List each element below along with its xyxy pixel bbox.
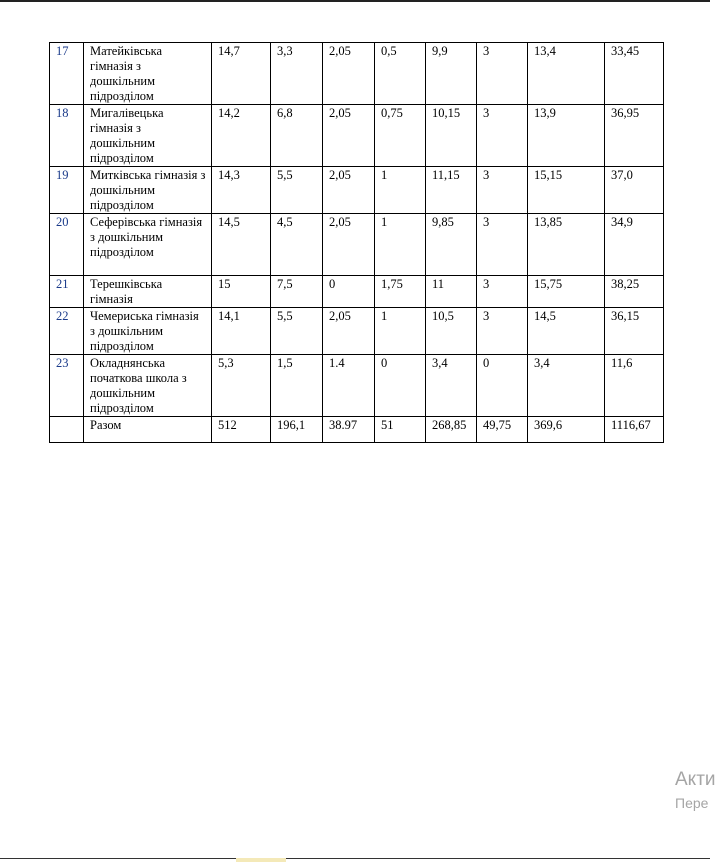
value-cell-2: 5,5 (271, 308, 323, 355)
data-table (49, 42, 664, 443)
value-cell-5: 3,4 (426, 355, 477, 417)
table-row (50, 276, 664, 308)
school-name: Терешківська гімназія (84, 276, 212, 308)
bottom-border (0, 858, 710, 859)
value-cell-1: 5,3 (212, 355, 271, 417)
value-cell-4: 51 (375, 417, 426, 443)
activation-watermark (675, 768, 716, 812)
value-cell-2: 1,5 (271, 355, 323, 417)
school-name: Окладнянська початкова школа з дошкільним підрозділом (84, 355, 212, 417)
row-number: 22 (50, 308, 84, 355)
value-cell-8: 11,6 (605, 355, 664, 417)
value-cell-2: 6,8 (271, 105, 323, 167)
table-row (50, 308, 664, 355)
school-name: Разом (84, 417, 212, 443)
value-cell-6: 3 (477, 43, 528, 105)
value-cell-5: 11,15 (426, 167, 477, 214)
total-row (50, 417, 664, 443)
table-row (50, 43, 664, 105)
value-cell-7: 15,15 (528, 167, 605, 214)
value-cell-3: 1.4 (323, 355, 375, 417)
value-cell-7: 15,75 (528, 276, 605, 308)
value-cell-1: 14,3 (212, 167, 271, 214)
value-cell-6: 0 (477, 355, 528, 417)
table-row (50, 167, 664, 214)
table-row (50, 355, 664, 417)
value-cell-4: 1 (375, 167, 426, 214)
value-cell-6: 3 (477, 308, 528, 355)
value-cell-5: 268,85 (426, 417, 477, 443)
value-cell-1: 14,1 (212, 308, 271, 355)
value-cell-3: 2,05 (323, 214, 375, 276)
value-cell-4: 1 (375, 214, 426, 276)
value-cell-3: 2,05 (323, 167, 375, 214)
row-number: 23 (50, 355, 84, 417)
school-name: Матейківська гімназія з дошкільним підрозділом (84, 43, 212, 105)
value-cell-1: 15 (212, 276, 271, 308)
value-cell-5: 10,15 (426, 105, 477, 167)
value-cell-8: 36,95 (605, 105, 664, 167)
value-cell-3: 38.97 (323, 417, 375, 443)
value-cell-6: 3 (477, 276, 528, 308)
value-cell-4: 1,75 (375, 276, 426, 308)
top-border (0, 0, 710, 2)
value-cell-1: 14,2 (212, 105, 271, 167)
value-cell-2: 3,3 (271, 43, 323, 105)
value-cell-1: 14,5 (212, 214, 271, 276)
school-name: Митківська гімназія з дошкільним підрозділом (84, 167, 212, 214)
bottom-tab-highlight (236, 858, 286, 862)
value-cell-7: 14,5 (528, 308, 605, 355)
value-cell-8: 34,9 (605, 214, 664, 276)
school-name: Чемериська гімназія з дошкільним підрозділом (84, 308, 212, 355)
value-cell-7: 13,85 (528, 214, 605, 276)
school-name: Сеферівська гімназія з дошкільним підрозділом (84, 214, 212, 276)
value-cell-8: 33,45 (605, 43, 664, 105)
value-cell-2: 196,1 (271, 417, 323, 443)
value-cell-7: 13,9 (528, 105, 605, 167)
row-number: 20 (50, 214, 84, 276)
value-cell-5: 11 (426, 276, 477, 308)
value-cell-6: 3 (477, 167, 528, 214)
value-cell-2: 5,5 (271, 167, 323, 214)
row-number (50, 417, 84, 443)
row-number: 19 (50, 167, 84, 214)
value-cell-8: 36,15 (605, 308, 664, 355)
value-cell-8: 1116,67 (605, 417, 664, 443)
value-cell-7: 369,6 (528, 417, 605, 443)
row-number: 21 (50, 276, 84, 308)
school-name: Мигалівецька гімназія з дошкільним підрозділом (84, 105, 212, 167)
value-cell-4: 0 (375, 355, 426, 417)
value-cell-3: 0 (323, 276, 375, 308)
value-cell-4: 0,5 (375, 43, 426, 105)
value-cell-2: 7,5 (271, 276, 323, 308)
value-cell-4: 1 (375, 308, 426, 355)
value-cell-1: 14,7 (212, 43, 271, 105)
table-body (50, 43, 664, 443)
value-cell-8: 38,25 (605, 276, 664, 308)
value-cell-3: 2,05 (323, 308, 375, 355)
value-cell-6: 3 (477, 105, 528, 167)
value-cell-4: 0,75 (375, 105, 426, 167)
value-cell-5: 9,85 (426, 214, 477, 276)
table-row (50, 105, 664, 167)
table-row (50, 214, 664, 276)
value-cell-5: 9,9 (426, 43, 477, 105)
row-number: 18 (50, 105, 84, 167)
watermark-title: Акти (675, 769, 716, 790)
value-cell-7: 3,4 (528, 355, 605, 417)
value-cell-7: 13,4 (528, 43, 605, 105)
value-cell-5: 10,5 (426, 308, 477, 355)
row-number: 17 (50, 43, 84, 105)
value-cell-3: 2,05 (323, 43, 375, 105)
value-cell-3: 2,05 (323, 105, 375, 167)
value-cell-8: 37,0 (605, 167, 664, 214)
watermark-subtitle: Пере (675, 795, 709, 811)
value-cell-2: 4,5 (271, 214, 323, 276)
value-cell-6: 49,75 (477, 417, 528, 443)
value-cell-1: 512 (212, 417, 271, 443)
value-cell-6: 3 (477, 214, 528, 276)
